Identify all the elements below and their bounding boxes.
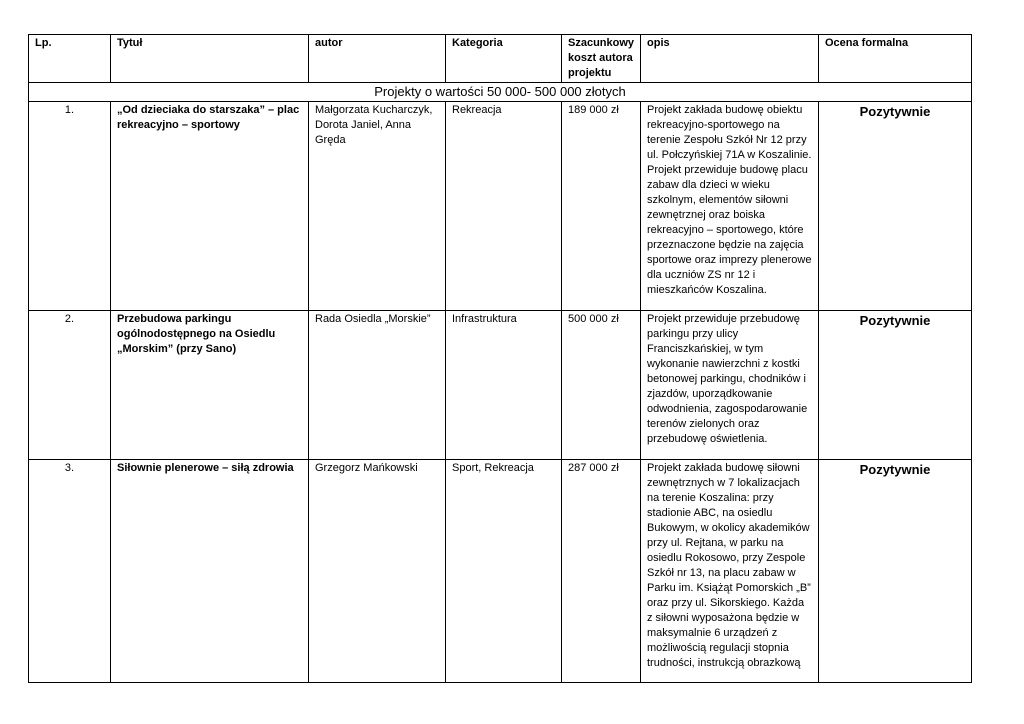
- row-evaluation: Pozytywnie: [819, 311, 972, 460]
- table-row: [29, 311, 972, 460]
- row-lp: 3.: [29, 460, 111, 683]
- header-author: autor: [309, 35, 446, 83]
- row-lp: 2.: [29, 311, 111, 460]
- row-description: Projekt zakłada budowę obiektu rekreacyjno-sportowego na terenie Zespołu Szkół Nr 12 przy ul. Połczyńskiej 71A w Koszalinie. Projekt przewiduje budowę placu zabaw dla dzieci w wieku szkolnym, elementów siłowni zewnętrznej oraz boiska rekreacyjno – sportowego, które przeznaczone będzie na zajęcia sportowe oraz imprezy plenerowe dla uczniów ZS nr 12 i mieszkańców Koszalina.: [641, 102, 819, 311]
- row-description: Projekt zakłada budowę siłowni zewnętrznych w 7 lokalizacjach na terenie Koszalina: przy stadionie ABC, na osiedlu Bukowym, w okolicy akademików przy ul. Rejtana, w parku na osiedlu Rokosowo, przy Zespole Szkół nr 13, na placu zabaw w Parku im. Książąt Pomorskich „B” oraz przy ul. Sikorskiego. Każda z siłowni wyposażona będzie w maksymalnie 6 urządzeń z możliwością regulacji stopnia trudności, instrukcją obrazkową: [641, 460, 819, 683]
- header-cost: Szacunkowy koszt autora projektu: [562, 35, 641, 83]
- row-title: „Od dzieciaka do starszaka” – plac rekreacyjno – sportowy: [111, 102, 309, 311]
- row-author: Grzegorz Mańkowski: [309, 460, 446, 683]
- header-evaluation: Ocena formalna: [819, 35, 972, 83]
- row-author: Rada Osiedla „Morskie”: [309, 311, 446, 460]
- row-cost: 189 000 zł: [562, 102, 641, 311]
- row-author: Małgorzata Kucharczyk, Dorota Janiel, Anna Gręda: [309, 102, 446, 311]
- header-title: Tytuł: [111, 35, 309, 83]
- row-title: Przebudowa parkingu ogólnodostępnego na Osiedlu „Morskim” (przy Sano): [111, 311, 309, 460]
- row-category: Rekreacja: [446, 102, 562, 311]
- table-row: [29, 102, 972, 311]
- row-category: Infrastruktura: [446, 311, 562, 460]
- row-cost: 287 000 zł: [562, 460, 641, 683]
- row-category: Sport, Rekreacja: [446, 460, 562, 683]
- row-evaluation: Pozytywnie: [819, 102, 972, 311]
- row-cost: 500 000 zł: [562, 311, 641, 460]
- row-title: Siłownie plenerowe – siłą zdrowia: [111, 460, 309, 683]
- table-row: [29, 460, 972, 683]
- section-heading-row: [29, 83, 972, 102]
- projects-table: [28, 34, 972, 683]
- header-description: opis: [641, 35, 819, 83]
- header-row: [29, 35, 972, 83]
- row-description: Projekt przewiduje przebudowę parkingu przy ulicy Franciszkańskiej, w tym wykonanie nawierzchni z kostki betonowej parkingu, chodników i zjazdów, uporządkowanie odwodnienia, zagospodarowanie terenów zielonych oraz przebudowę oświetlenia.: [641, 311, 819, 460]
- header-lp: Lp.: [29, 35, 111, 83]
- row-evaluation: Pozytywnie: [819, 460, 972, 683]
- header-category: Kategoria: [446, 35, 562, 83]
- section-heading: Projekty o wartości 50 000- 500 000 złotych: [29, 83, 972, 102]
- row-lp: 1.: [29, 102, 111, 311]
